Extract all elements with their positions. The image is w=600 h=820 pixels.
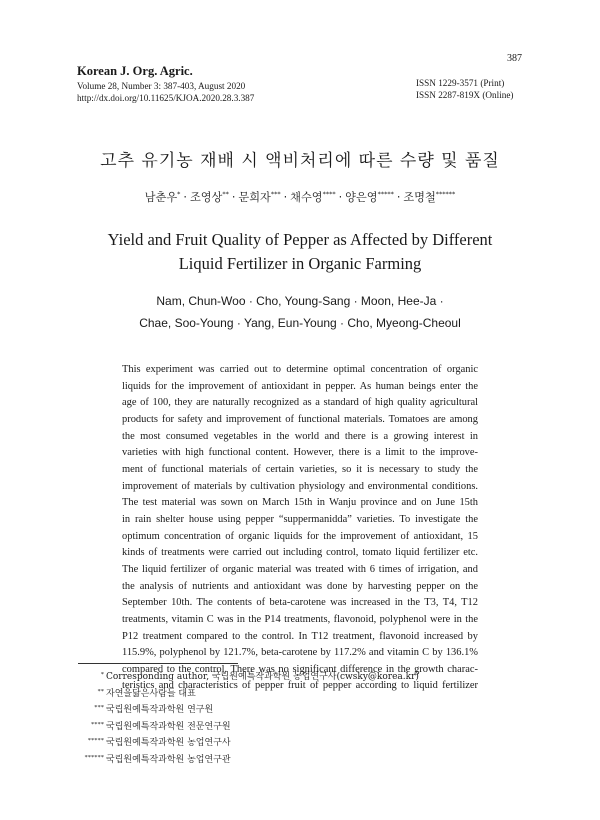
journal-name: Korean J. Org. Agric.	[77, 64, 193, 78]
author-mark: **	[222, 190, 229, 198]
author-separator: ·	[183, 191, 187, 204]
journal-info	[77, 64, 254, 104]
footnote	[78, 685, 518, 702]
footnote-text: 국립원예특작과학원 농업연구사	[106, 738, 231, 749]
korean-authors	[0, 189, 600, 205]
author-ko: 문희자	[238, 191, 271, 204]
footnote-mark: ***	[94, 704, 104, 712]
abstract-line: compared to the control. There was no significant difference in the growth charac-	[122, 663, 478, 675]
author-ko: 남춘우	[144, 191, 178, 204]
journal-header	[77, 64, 522, 108]
author-ko: 조명철	[403, 191, 436, 204]
footnote	[78, 734, 518, 751]
volume-info: Volume 28, Number 3: 387-403, August 2020	[77, 81, 246, 91]
abstract-line: in rain shelter house using pepper “suppermanidda” varieties. To investigate the	[122, 513, 478, 525]
abstract-line: age of 100, they are naturally recognized as a standard of high quality agricultural	[122, 397, 478, 409]
footnote-mark: *****	[87, 737, 104, 745]
author-separator: ·	[231, 191, 236, 204]
footnote-text: 국립원예특작과학원 전문연구원	[106, 721, 231, 732]
issn-print: ISSN 1229-3571 (Print)	[416, 78, 505, 88]
abstract-line: September 10th. The contents of beta-carotene was increased in the T3, T4, T12	[122, 597, 478, 609]
footnote-text: 국립원예특작과학원 연구원	[106, 705, 214, 716]
abstract-line: the analysis of nutrients and antioxidant was done by harvesting pepper on the	[122, 580, 478, 592]
abstract-line: optimum concentration of organic liquids for the improvement of antioxidant, 15	[122, 530, 478, 542]
author-mark: ******	[435, 190, 456, 198]
english-authors	[0, 290, 600, 334]
english-authors-line: Nam, Chun-Woo · Cho, Young-Sang · Moon, Hee-Ja ·	[156, 294, 444, 308]
abstract-line: The liquid fertilizer of organic material was treated with 6 times of irrigation, and	[122, 563, 478, 575]
abstract-line: teristics and characteristics of pepper fruit of pepper according to liquid fertilizer	[122, 680, 478, 692]
author-mark: *****	[377, 190, 394, 198]
english-title	[0, 228, 600, 276]
abstract-line: products for safety and improvement of functional materials. Tomatoes are among	[122, 413, 478, 425]
footnote	[78, 718, 518, 735]
korean-title: 고추 유기농 재배 시 액비처리에 따른 수량 및 품질	[100, 151, 500, 171]
doi-link[interactable]: http://dx.doi.org/10.11625/KJOA.2020.28.3.387	[77, 93, 255, 103]
author-ko: 양은영	[345, 191, 378, 204]
footnote	[78, 668, 518, 685]
abstract-line: varieties with high functional content. However, there is a limit to the improve-	[122, 447, 478, 459]
footnote-text: 자연을닮은사람들 대표	[106, 688, 196, 699]
footnote-mark: **	[97, 687, 104, 695]
abstract-line: ment of functional materials of certain varieties, so it is necessary to study the	[122, 463, 478, 475]
abstract-line: kinds of treatments were carried out including control, tomato liquid fertilizer etc.	[122, 547, 478, 559]
abstract-line: liquids for the improvement of antioxidant in pepper. As human beings enter the	[122, 380, 478, 392]
abstract-line: This experiment was carried out to determine optimal concentration of organic	[122, 364, 478, 375]
footnotes	[78, 668, 518, 768]
issn-online: ISSN 2287-819X (Online)	[416, 90, 514, 100]
author-mark: *	[177, 190, 181, 198]
abstract	[122, 362, 478, 695]
author-separator: ·	[338, 191, 343, 204]
author-ko: 조영상	[189, 191, 223, 204]
page-number: 387	[507, 53, 522, 64]
author-ko: 채수영	[290, 191, 323, 204]
author-mark: ****	[322, 190, 336, 198]
footnote-mark: ******	[84, 753, 104, 761]
footnote	[78, 701, 518, 718]
abstract-line: 115.9%, polyphenol by 121.7%, beta-carotene by 117.2% and vitamin C by 136.1%	[122, 647, 478, 659]
abstract-line: treatments, vitamin C was in the P14 treatments, flavonoid, polyphenol were in the	[122, 613, 478, 625]
footnote-divider	[78, 663, 238, 664]
author-mark: ***	[270, 190, 281, 198]
english-authors-line: Chae, Soo-Young · Yang, Eun-Young · Cho, Myeong-Cheoul	[139, 316, 461, 330]
footnote-text: 국립원예특작과학원 농업연구관	[106, 754, 231, 765]
english-title-line: Liquid Fertilizer in Organic Farming	[178, 254, 422, 273]
abstract-line: the most consumed vegetables in the world and there is a growing interest in	[122, 430, 478, 442]
footnote-mark: ****	[91, 720, 104, 728]
abstract-line: P12 treatment compared to the control. In T12 treatment, flavonoid increased by	[122, 630, 478, 642]
footnote-text: Corresponding author, 국립원예특작과학원 농업연구사(cwsky@korea.kr)	[106, 672, 419, 682]
author-separator: ·	[396, 191, 401, 204]
english-title-line: Yield and Fruit Quality of Pepper as Affected by Different	[107, 230, 493, 249]
author-separator: ·	[283, 191, 288, 204]
abstract-line: improvement of materials by cultivation physiology and environmental conditions.	[122, 480, 478, 492]
footnote-mark: *	[100, 671, 104, 678]
issn-info	[416, 77, 522, 101]
abstract-line: The test material was sown on March 15th in Wanju province and on June 15th	[122, 497, 478, 509]
footnote	[78, 751, 518, 768]
